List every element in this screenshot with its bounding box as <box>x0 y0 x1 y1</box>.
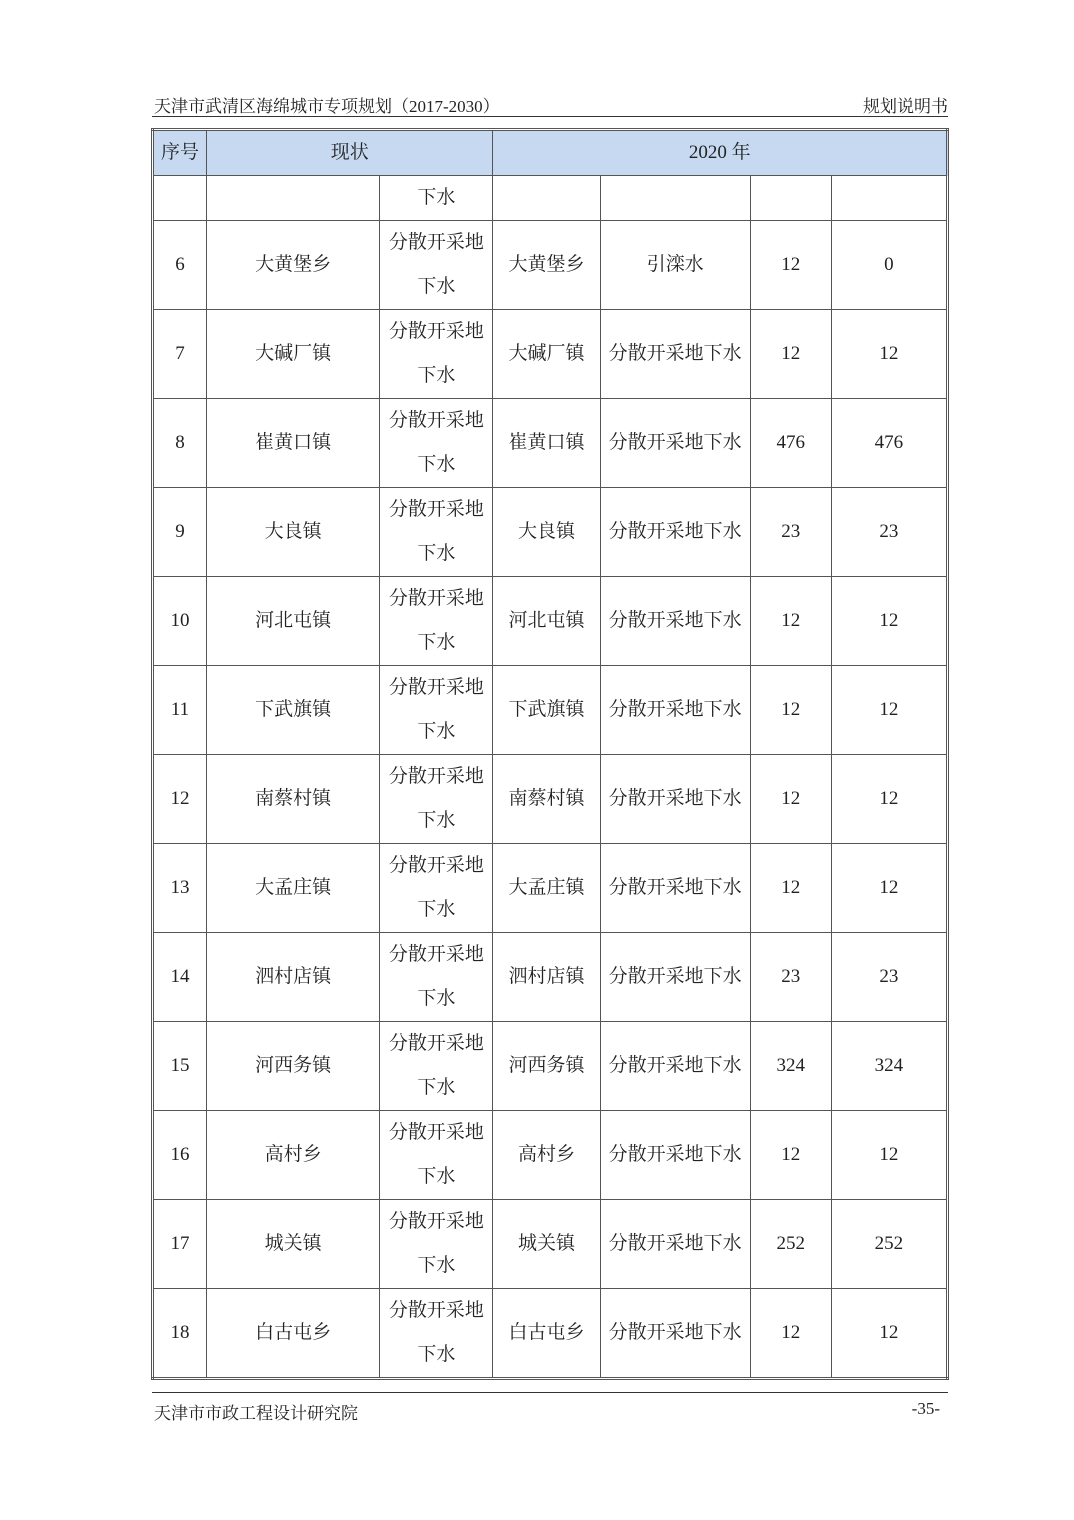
cell-town-2020: 高村乡 <box>493 1111 600 1200</box>
cell-value-1: 324 <box>750 1022 831 1111</box>
cell-source-line-2: 下水 <box>417 988 456 1009</box>
cell-town: 下武旗镇 <box>207 666 380 755</box>
organization-name: 天津市市政工程设计研究院 <box>154 1404 358 1423</box>
document-title: 天津市武清区海绵城市专项规划（2017-2030） <box>154 97 500 116</box>
cell-source <box>380 399 493 488</box>
cell-source-line-2: 下水 <box>417 276 456 297</box>
cell-seq: 11 <box>153 666 207 755</box>
cell-town: 崔黄口镇 <box>207 399 380 488</box>
cell-source-line-2: 下水 <box>417 632 456 653</box>
cell-source <box>380 577 493 666</box>
table-row <box>153 399 948 488</box>
cell-seq: 7 <box>153 310 207 399</box>
table-row <box>153 1111 948 1200</box>
cell-source-line-1: 分散开采地 <box>388 944 484 965</box>
cell-value-2: 252 <box>831 1200 947 1289</box>
cell-source-line-1: 分散开采地 <box>388 1211 484 1232</box>
cell-town: 河北屯镇 <box>207 577 380 666</box>
cell-value-1 <box>750 176 831 221</box>
cell-source-2020: 分散开采地下水 <box>600 399 750 488</box>
table-row <box>153 933 948 1022</box>
cell-source-line-2: 下水 <box>417 810 456 831</box>
cell-source <box>380 1289 493 1379</box>
header-current: 现状 <box>207 130 493 176</box>
cell-value-1: 12 <box>750 221 831 310</box>
cell-value-2: 23 <box>831 488 947 577</box>
cell-town-2020: 大孟庄镇 <box>493 844 600 933</box>
cell-source-2020: 分散开采地下水 <box>600 666 750 755</box>
cell-source <box>380 755 493 844</box>
cell-town <box>207 176 380 221</box>
cell-seq: 6 <box>153 221 207 310</box>
table-row <box>153 310 948 399</box>
cell-source-line-1: 分散开采地 <box>388 766 484 787</box>
table-row <box>153 1289 948 1379</box>
section-label: 规划说明书 <box>863 97 948 116</box>
cell-source-2020: 分散开采地下水 <box>600 933 750 1022</box>
cell-value-1: 12 <box>750 666 831 755</box>
cell-value-1: 12 <box>750 844 831 933</box>
page-number: -35- <box>911 1399 940 1418</box>
cell-value-2: 12 <box>831 310 947 399</box>
cell-town-2020: 泗村店镇 <box>493 933 600 1022</box>
cell-value-2: 324 <box>831 1022 947 1111</box>
cell-town: 白古屯乡 <box>207 1289 380 1379</box>
cell-source-line-1: 分散开采地 <box>388 321 484 342</box>
cell-source: 下水 <box>380 176 493 221</box>
cell-value-1: 12 <box>750 577 831 666</box>
cell-value-1: 23 <box>750 933 831 1022</box>
cell-value-2: 12 <box>831 1111 947 1200</box>
table-row <box>153 577 948 666</box>
cell-source <box>380 933 493 1022</box>
cell-source-line-2: 下水 <box>417 1077 456 1098</box>
cell-source-line-2: 下水 <box>417 899 456 920</box>
table-row <box>153 488 948 577</box>
cell-source-line-1: 分散开采地 <box>388 499 484 520</box>
cell-source-line-2: 下水 <box>417 454 456 475</box>
cell-value-1: 12 <box>750 755 831 844</box>
cell-value-1: 23 <box>750 488 831 577</box>
cell-source <box>380 1200 493 1289</box>
cell-source-line-1: 分散开采地 <box>388 1122 484 1143</box>
cell-seq: 8 <box>153 399 207 488</box>
cell-value-1: 12 <box>750 310 831 399</box>
cell-seq: 16 <box>153 1111 207 1200</box>
cell-town: 大黄堡乡 <box>207 221 380 310</box>
cell-seq: 13 <box>153 844 207 933</box>
cell-town-2020 <box>493 176 600 221</box>
cell-value-2: 23 <box>831 933 947 1022</box>
cell-source-line-1: 分散开采地 <box>388 588 484 609</box>
cell-value-2: 12 <box>831 666 947 755</box>
table-row <box>153 221 948 310</box>
table-row <box>153 1200 948 1289</box>
cell-town-2020: 崔黄口镇 <box>493 399 600 488</box>
cell-value-2: 0 <box>831 221 947 310</box>
cell-source <box>380 844 493 933</box>
cell-value-2: 12 <box>831 1289 947 1379</box>
cell-value-2: 12 <box>831 755 947 844</box>
cell-seq: 18 <box>153 1289 207 1379</box>
cell-town: 高村乡 <box>207 1111 380 1200</box>
cell-town-2020: 大黄堡乡 <box>493 221 600 310</box>
page-footer <box>152 1392 948 1423</box>
cell-source-line-1: 分散开采地 <box>388 410 484 431</box>
cell-source-line-2: 下水 <box>417 1166 456 1187</box>
cell-seq: 14 <box>153 933 207 1022</box>
table-row <box>153 1022 948 1111</box>
cell-source-line-2: 下水 <box>417 543 456 564</box>
cell-value-2: 476 <box>831 399 947 488</box>
header-seq: 序号 <box>153 130 207 176</box>
cell-source-line-1: 分散开采地 <box>388 855 484 876</box>
cell-town: 南蔡村镇 <box>207 755 380 844</box>
cell-source <box>380 310 493 399</box>
cell-source-2020: 分散开采地下水 <box>600 310 750 399</box>
cell-value-2 <box>831 176 947 221</box>
cell-source-line-2: 下水 <box>417 721 456 742</box>
cell-source-2020: 分散开采地下水 <box>600 755 750 844</box>
cell-source <box>380 488 493 577</box>
cell-source <box>380 1022 493 1111</box>
cell-source-line-2: 下水 <box>417 1344 456 1365</box>
water-supply-table-container <box>151 128 949 1380</box>
table-row-continued <box>153 176 948 221</box>
table-body <box>153 176 948 1379</box>
cell-town-2020: 大碱厂镇 <box>493 310 600 399</box>
cell-source-2020: 分散开采地下水 <box>600 844 750 933</box>
cell-seq: 15 <box>153 1022 207 1111</box>
cell-town: 大孟庄镇 <box>207 844 380 933</box>
cell-town-2020: 大良镇 <box>493 488 600 577</box>
cell-value-2: 12 <box>831 844 947 933</box>
table-row <box>153 666 948 755</box>
cell-town-2020: 河北屯镇 <box>493 577 600 666</box>
cell-source-2020: 分散开采地下水 <box>600 1022 750 1111</box>
water-supply-table <box>151 128 949 1380</box>
cell-source-2020: 分散开采地下水 <box>600 1200 750 1289</box>
cell-source-line-2: 下水 <box>417 365 456 386</box>
cell-source-2020: 引滦水 <box>600 221 750 310</box>
cell-source-line-2: 下水 <box>417 1255 456 1276</box>
header-year-2020: 2020 年 <box>493 130 948 176</box>
table-row <box>153 755 948 844</box>
table-row <box>153 844 948 933</box>
cell-source <box>380 1111 493 1200</box>
cell-town: 河西务镇 <box>207 1022 380 1111</box>
cell-source-2020: 分散开采地下水 <box>600 577 750 666</box>
cell-town: 大碱厂镇 <box>207 310 380 399</box>
cell-value-2: 12 <box>831 577 947 666</box>
cell-seq: 17 <box>153 1200 207 1289</box>
cell-seq <box>153 176 207 221</box>
cell-source-2020 <box>600 176 750 221</box>
cell-source-2020: 分散开采地下水 <box>600 488 750 577</box>
cell-source-line-1: 分散开采地 <box>388 1033 484 1054</box>
page-header <box>152 92 948 117</box>
cell-value-1: 12 <box>750 1111 831 1200</box>
cell-town-2020: 河西务镇 <box>493 1022 600 1111</box>
cell-source-line-1: 分散开采地 <box>388 1300 484 1321</box>
cell-value-1: 12 <box>750 1289 831 1379</box>
cell-town: 城关镇 <box>207 1200 380 1289</box>
cell-value-1: 476 <box>750 399 831 488</box>
cell-source <box>380 221 493 310</box>
cell-value-1: 252 <box>750 1200 831 1289</box>
cell-source-line-1: 分散开采地 <box>388 232 484 253</box>
cell-town-2020: 南蔡村镇 <box>493 755 600 844</box>
cell-town-2020: 下武旗镇 <box>493 666 600 755</box>
cell-source-2020: 分散开采地下水 <box>600 1289 750 1379</box>
table-header-row <box>153 130 948 176</box>
cell-town-2020: 城关镇 <box>493 1200 600 1289</box>
cell-town: 大良镇 <box>207 488 380 577</box>
cell-seq: 9 <box>153 488 207 577</box>
cell-source-line-1: 分散开采地 <box>388 677 484 698</box>
cell-source <box>380 666 493 755</box>
cell-town: 泗村店镇 <box>207 933 380 1022</box>
cell-seq: 10 <box>153 577 207 666</box>
cell-town-2020: 白古屯乡 <box>493 1289 600 1379</box>
cell-seq: 12 <box>153 755 207 844</box>
cell-source-2020: 分散开采地下水 <box>600 1111 750 1200</box>
